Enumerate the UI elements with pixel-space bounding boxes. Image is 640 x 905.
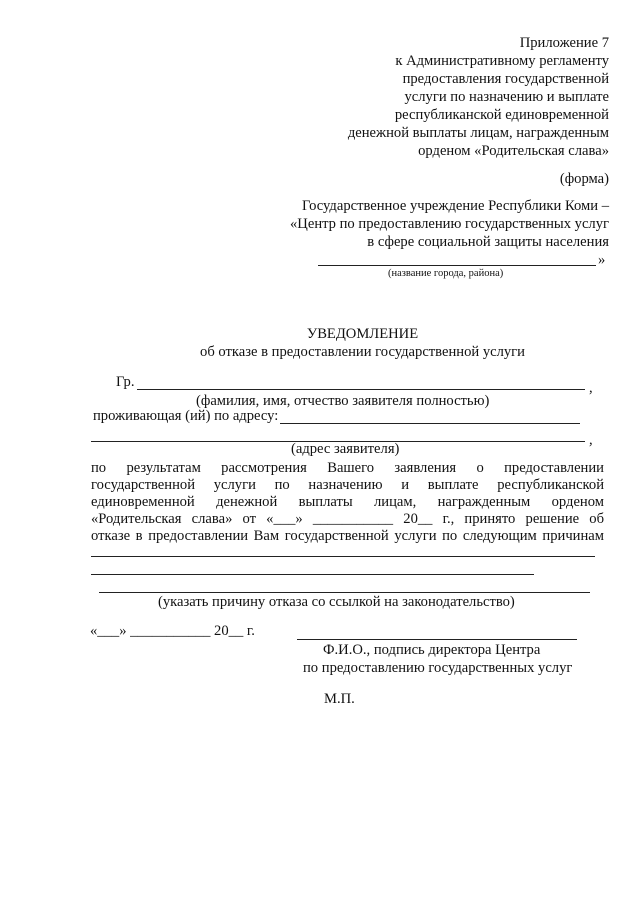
address-caption: (адрес заявителя) — [291, 441, 400, 457]
appendix-title: Приложение 7 — [519, 35, 609, 51]
institution-line: в сфере социальной защиты населения — [367, 234, 609, 250]
address-blank-line — [280, 423, 580, 424]
appendix-line: предоставления государственной — [402, 71, 609, 87]
institution-line: «Центр по предоставлению государственных услуг — [290, 216, 609, 232]
institution-line: Государственное учреждение Республики Коми – — [301, 198, 609, 214]
appendix-line: денежной выплаты лицам, награжденным — [347, 125, 609, 141]
appendix-line: услуги по назначению и выплате — [404, 89, 609, 105]
reason-blank-line — [91, 574, 534, 575]
appendix-line: орденом «Родительская слава» — [418, 143, 609, 159]
appendix-line: к Административному регламенту — [395, 53, 609, 69]
comma: , — [589, 432, 593, 448]
name-caption: (фамилия, имя, отчество заявителя полностью) — [196, 393, 490, 409]
comma: , — [589, 380, 593, 396]
body-line: единовременной денежной выплаты лицам, награжденным орденом — [91, 494, 604, 510]
applicant-prefix: Гр. — [116, 374, 135, 390]
appendix-line: республиканской единовременной — [394, 107, 609, 123]
signature-caption: Ф.И.О., подпись директора Центра — [323, 642, 541, 658]
form-label: (форма) — [559, 171, 609, 187]
body-line: государственной услуги по назначению и выплате республиканской — [91, 477, 604, 493]
signature-caption: по предоставлению государственных услуг — [303, 660, 573, 676]
reason-blank-line — [91, 556, 595, 557]
body-line: по результатам рассмотрения Вашего заявления о предоставлении — [91, 460, 604, 476]
notice-subtitle: об отказе в предоставлении государственной услуги — [200, 344, 525, 360]
notice-title: УВЕДОМЛЕНИЕ — [306, 326, 419, 342]
body-line: отказе в предоставлении Вам государственной услуги по следующим причинам — [91, 528, 604, 544]
stamp-label: М.П. — [324, 691, 355, 707]
name-blank-line — [137, 389, 585, 390]
address-label: проживающая (ий) по адресу: — [93, 408, 279, 424]
signature-line — [297, 639, 577, 640]
signature-date: «___» ___________ 20__ г. — [90, 623, 255, 639]
closing-quote: » — [598, 252, 606, 268]
city-caption: (название города, района) — [388, 268, 504, 279]
reason-caption: (указать причину отказа со ссылкой на законодательство) — [158, 594, 515, 610]
body-line: «Родительская слава» от «___» ___________ 20__ г., принято решение об — [91, 511, 604, 527]
